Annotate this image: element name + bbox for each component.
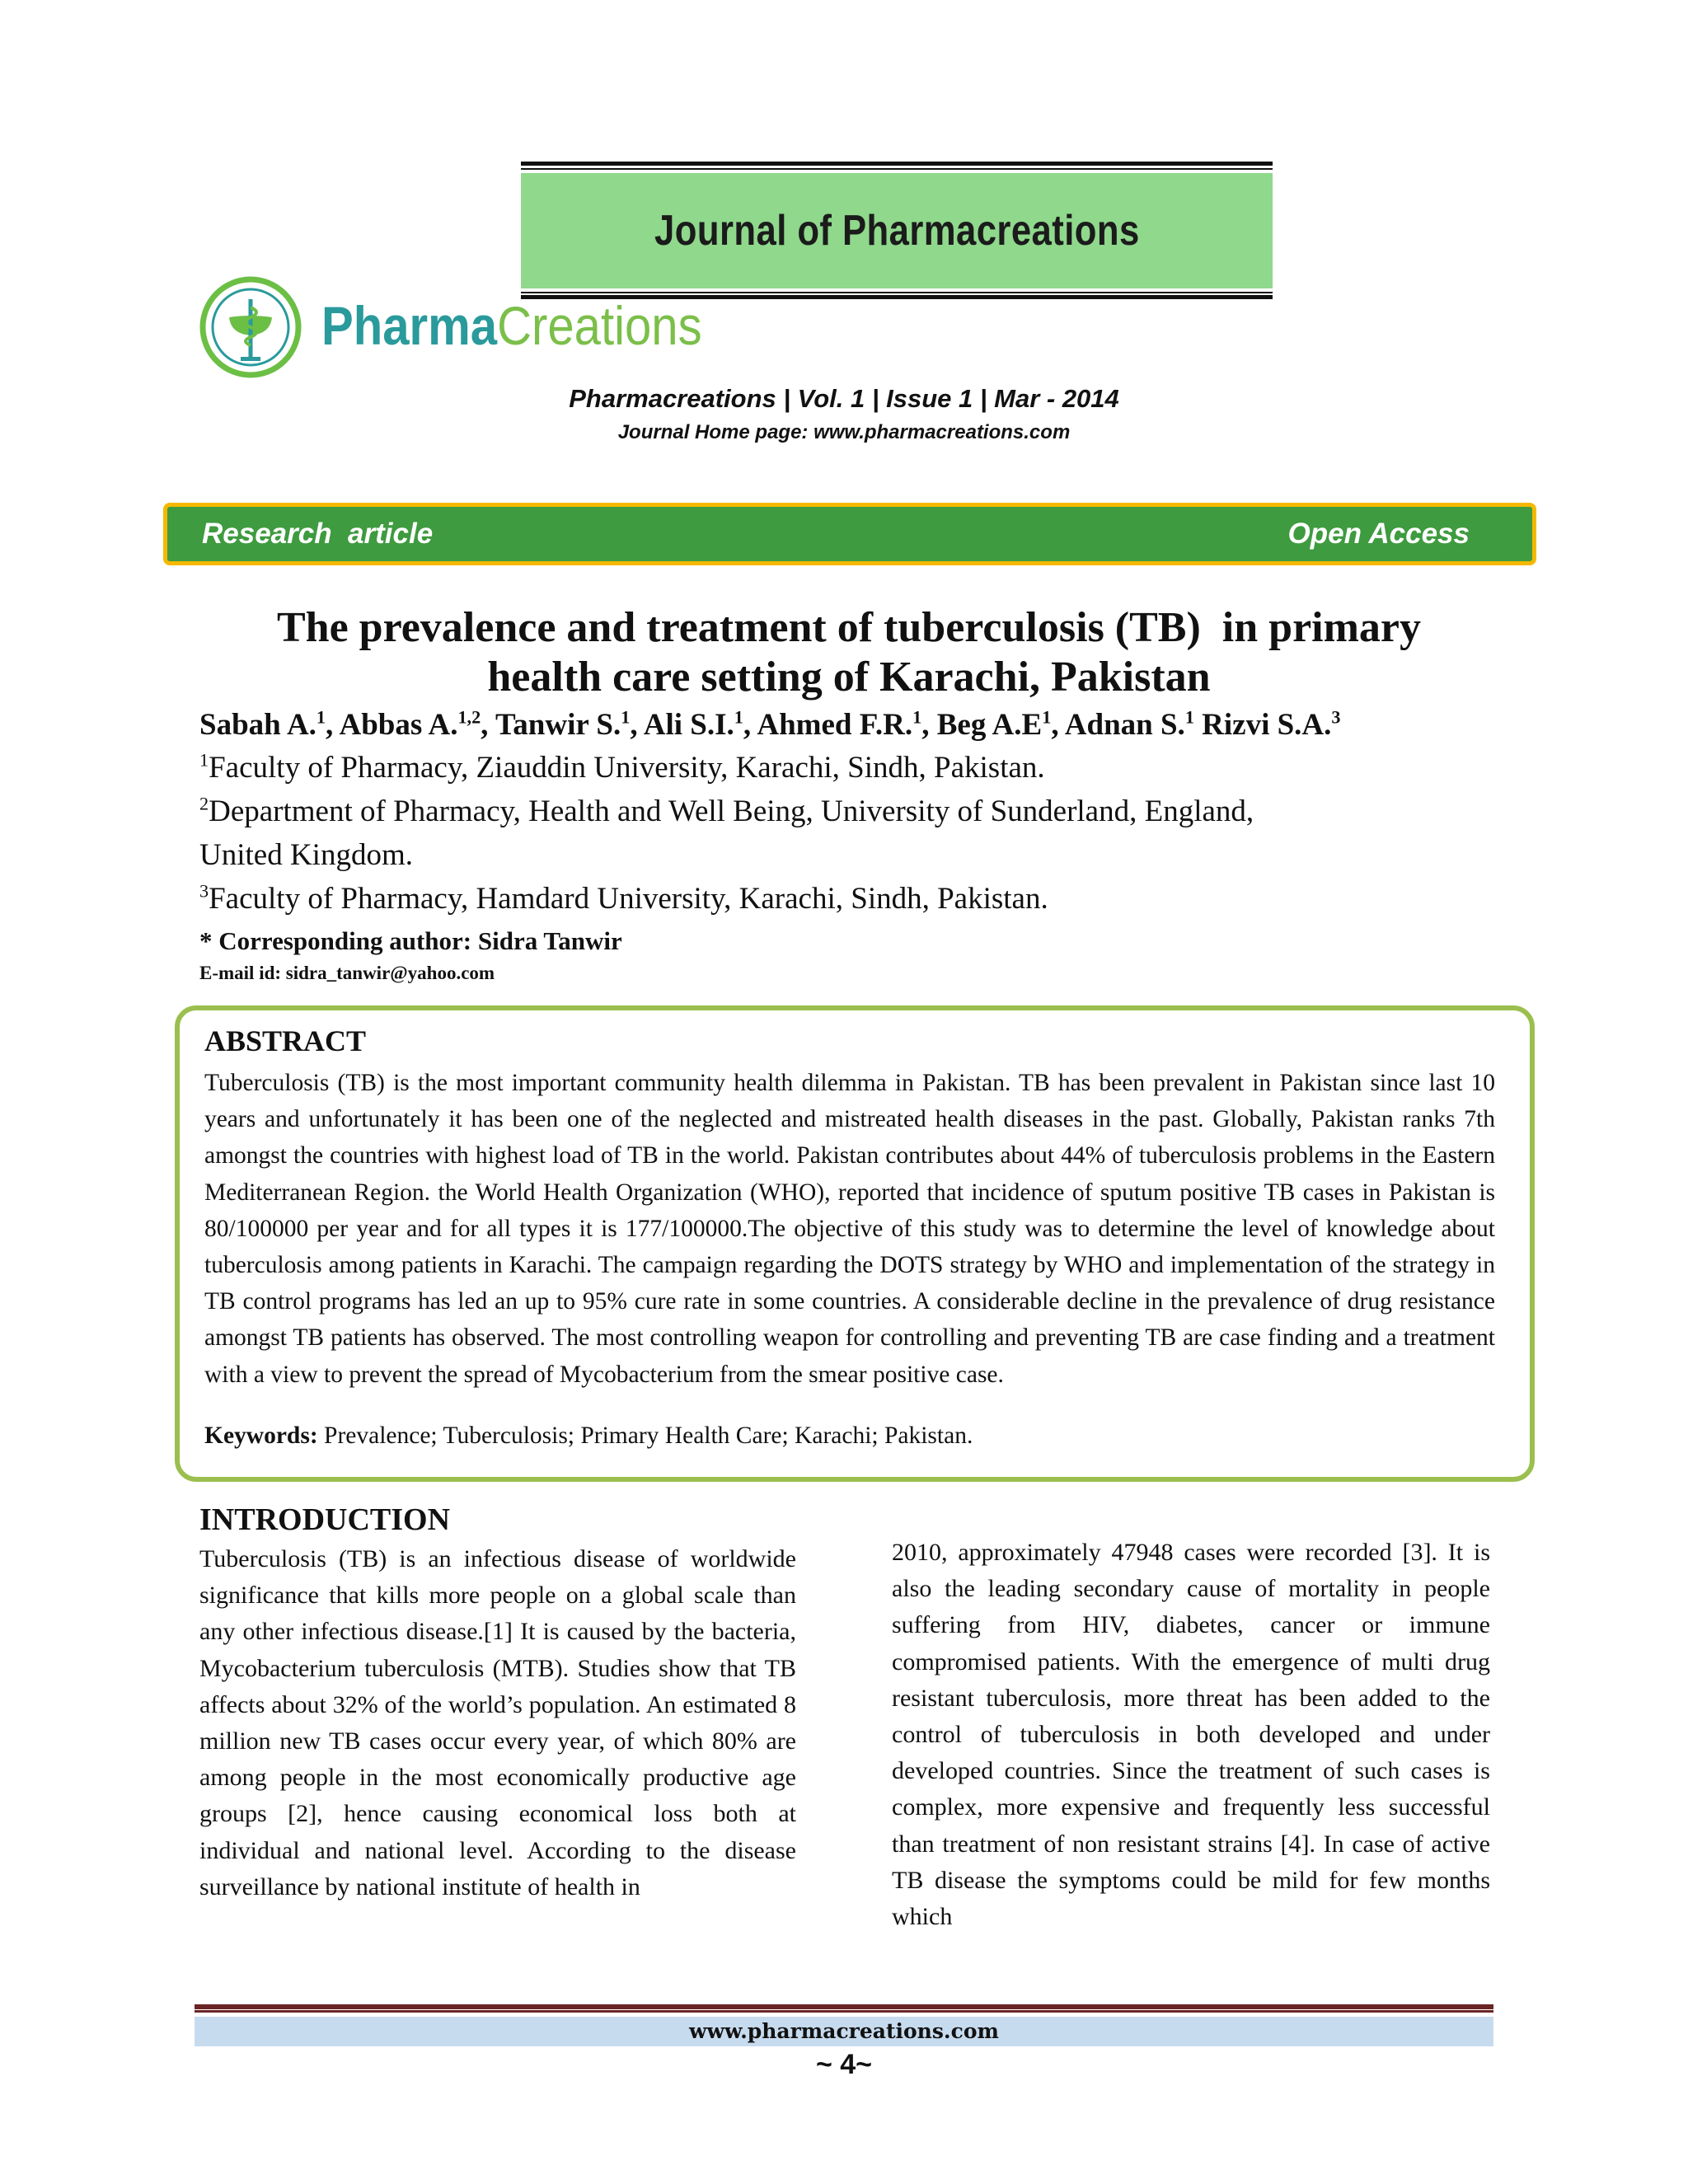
author-name: Beg A.E [936, 708, 1043, 742]
author-name: Ahmed F.R. [757, 708, 913, 742]
homepage-line: Journal Home page: www.pharmacreations.com [617, 421, 1071, 443]
affiliation-1-number: 1 [199, 749, 209, 771]
author-separator: , [326, 708, 340, 742]
author-affiliation-mark: 1 [316, 706, 326, 728]
page-number: ~ 4~ [815, 2049, 873, 2080]
author-list [199, 707, 1341, 743]
author-separator: , [921, 708, 937, 742]
abstract-text: Tuberculosis (TB) is the most important community health dilemma in Pakistan. TB has been prevalent in Pakistan since last 10 years and unfortunately it has been one of the neglected and mistreated health diseases in the past. Globally, Pakistan ranks 7th amongst the countries with highest load of TB in the world. Pakistan contributes about 44% of tuberculosis problems in the Eastern Mediterranean Region. the World Health Organization (WHO), reported that incidence of sputum positive TB cases in Pakistan is 80/100000 per year and for all types it is 177/100000.The objective of this study was to determine the level of knowledge about tuberculosis among patients in Karachi. The campaign regarding the DOTS strategy by WHO and implementation of the strategy in TB control programs has led an up to 95% cure rate in some countries. A considerable decline in the prevalence of drug resistance amongst TB patients has observed. The most controlling weapon for controlling and preventing TB are case finding and a treatment with a view to prevent the spread of Mycobacterium from the smear positive case. [204, 1070, 1495, 1388]
article-title [181, 603, 1517, 702]
abstract-heading: ABSTRACT [204, 1024, 367, 1057]
author-separator [1194, 708, 1202, 742]
article-title-line2: health care setting of Karachi, Pakistan [487, 654, 1211, 701]
banner-box [521, 173, 1273, 288]
article-title-line1: The prevalence and treatment of tuberculosis (TB) in primary [276, 604, 1422, 651]
author-affiliation-mark: 1 [912, 706, 922, 728]
author-email: E-mail id: sidra_tanwir@yahoo.com [199, 963, 495, 983]
logo-wordmark-part1: Pharma [321, 295, 498, 356]
bowl-of-hygieia-icon [198, 274, 303, 380]
keywords [204, 1422, 973, 1450]
affiliation-2-continued: United Kingdom. [199, 838, 413, 872]
publisher-logo [198, 274, 725, 380]
introduction-heading: INTRODUCTION [199, 1502, 451, 1537]
article-type-bar [163, 503, 1536, 565]
affiliation-1-text: Faculty of Pharmacy, Ziauddin University, Karachi, Sindh, Pakistan. [209, 751, 1045, 785]
footer-rule [195, 2004, 1493, 2013]
author-separator: , [481, 708, 496, 742]
author-separator: , [630, 708, 644, 742]
author-affiliation-mark: 1 [734, 706, 743, 728]
author-affiliation-mark: 1 [621, 706, 631, 728]
author-name: Sabah A. [199, 708, 316, 742]
open-access-label: Open Access [1287, 518, 1470, 550]
banner-rule-top [521, 162, 1273, 166]
logo-wordmark [321, 293, 702, 359]
corresponding-author: * Corresponding author: Sidra Tanwir [199, 926, 622, 955]
abstract-box [175, 1005, 1535, 1482]
author-name: Tanwir S. [495, 708, 621, 742]
keywords-label: Keywords: [204, 1422, 318, 1449]
author-affiliation-mark: 1,2 [457, 706, 481, 728]
author-affiliation-mark: 1 [1042, 706, 1052, 728]
author-affiliation-mark: 1 [1184, 706, 1194, 728]
footer-rule-thick [195, 2004, 1493, 2009]
author-name: Adnan S. [1064, 708, 1185, 742]
affiliation-3-number: 3 [199, 880, 209, 902]
author-affiliation-mark: 3 [1331, 706, 1341, 728]
author-separator: , [1051, 708, 1065, 742]
introduction-right-column: 2010, approximately 47948 cases were recorded [3]. It is also the leading secondary cause of mortality in people suffering from HIV, diabetes, cancer or immune compromised patients. With the emergence of multi drug resistant tuberculosis, more threat has been added to the control of tuberculosis in both developed and under developed countries. Since the treatment of such cases is complex, more expensive and frequently less successful than treatment of non resistant strains [4]. In case of active TB disease the symptoms could be mild for few months which [892, 1539, 1490, 1931]
author-name: Rizvi S.A. [1202, 708, 1332, 742]
journal-title: Journal of Pharmacreations [654, 207, 1140, 255]
article-type-label: Research article [202, 518, 434, 550]
author-name: Abbas A. [339, 708, 458, 742]
affiliation-3 [199, 881, 1048, 916]
affiliation-2 [199, 794, 1254, 829]
affiliation-1 [199, 750, 1045, 785]
footer-url[interactable]: www.pharmacreations.com [689, 2019, 999, 2043]
author-separator: , [743, 708, 757, 742]
keywords-list: Prevalence; Tuberculosis; Primary Health Care; Karachi; Pakistan. [317, 1422, 973, 1449]
issue-line: Pharmacreations | Vol. 1 | Issue 1 | Mar - 2014 [569, 384, 1119, 413]
author-name: Ali S.I. [643, 708, 734, 742]
introduction-left-column: Tuberculosis (TB) is an infectious disease of worldwide significance that kills more people on a global scale than any other infectious disease.[1] It is caused by the bacteria, Mycobacterium tuberculosis (MTB). Studies show that TB affects about 32% of the world’s population. An estimated 8 million new TB cases occur every year, of which 80% are among people in the most economically productive age groups [2], hence causing economical loss both at individual and national level. According to the disease surveillance by national institute of health in [199, 1545, 796, 1900]
affiliation-2-text: Department of Pharmacy, Health and Well Being, University of Sunderland, England, [209, 794, 1254, 828]
logo-wordmark-part2: Creations [497, 295, 702, 356]
affiliation-2-number: 2 [199, 793, 209, 814]
affiliation-3-text: Faculty of Pharmacy, Hamdard University, Karachi, Sindh, Pakistan. [209, 882, 1048, 916]
footer-rule-thin [195, 2010, 1493, 2013]
banner-rule-top-thin [521, 168, 1273, 170]
